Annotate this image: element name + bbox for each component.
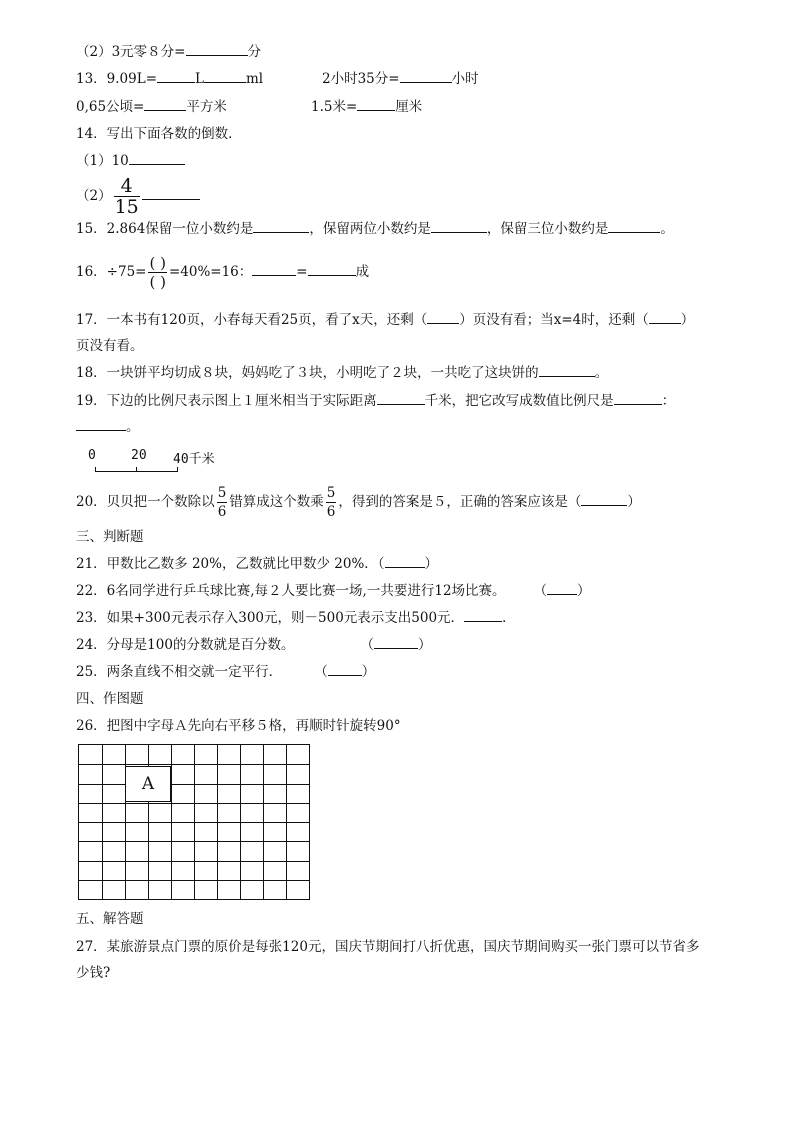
fraction-denominator: 6: [217, 504, 227, 520]
q16-text: =: [296, 264, 308, 280]
q13-text: 2小时35分=: [322, 71, 400, 87]
q13-line1-left: [76, 68, 263, 89]
q20-text: 20．贝贝把一个数除以: [76, 494, 215, 510]
unit-label: 厘米: [395, 99, 423, 115]
q27-line2: 少钱?: [76, 965, 111, 981]
answer-blank[interactable]: [253, 218, 309, 233]
fraction-denominator: 6: [326, 504, 336, 520]
q21-text: ）: [424, 556, 439, 572]
fraction-5-6: [217, 484, 228, 521]
answer-blank[interactable]: [547, 580, 577, 595]
scale-bar: [85, 448, 225, 478]
q18: [76, 362, 608, 383]
q25: [76, 661, 375, 682]
q23-text: ．: [502, 610, 516, 626]
q15-text: 15．2.864保留一位小数约是: [76, 221, 254, 237]
q13-text: 13．9.09L=: [76, 71, 158, 87]
q13-text: 1.5米=: [311, 99, 358, 115]
fraction-5-6: [326, 484, 337, 521]
q14-part1-text: （1）10: [76, 153, 129, 169]
answer-blank[interactable]: [144, 96, 186, 111]
answer-blank[interactable]: [374, 634, 418, 649]
q19-line1: [76, 390, 675, 411]
q18-text: 。: [594, 365, 609, 381]
q16-text: 16．÷75=: [76, 264, 147, 280]
answer-blank[interactable]: [129, 150, 185, 165]
drawing-grid[interactable]: [78, 744, 310, 900]
answer-blank[interactable]: [400, 68, 452, 83]
q16-text: =40%=16：: [168, 264, 253, 280]
q19-line2: [76, 416, 140, 437]
q17-text: ）页没有看；当x=4时，还剩（: [459, 312, 649, 328]
q24-text: （: [360, 637, 374, 653]
q24-text: 24．分母是100的分数就是百分数。: [76, 637, 295, 653]
grid-line-horizontal: [79, 861, 309, 862]
grid-line-horizontal: [79, 822, 309, 823]
unit-label: 平方米: [186, 99, 227, 115]
answer-blank[interactable]: [581, 491, 627, 506]
grid-line-horizontal: [79, 880, 309, 881]
q24-text: ）: [417, 637, 432, 653]
scale-label-40: 40千米: [173, 452, 215, 467]
q18-text: 18．一块饼平均切成８块，妈妈吃了３块，小明吃了２块，一共吃了这块饼的: [76, 365, 539, 381]
grid-line-horizontal: [79, 764, 309, 765]
unit-label: 小时: [451, 71, 479, 87]
answer-blank[interactable]: [328, 661, 362, 676]
q19-text: 19．下边的比例尺表示图上１厘米相当于实际距离: [76, 393, 377, 409]
answer-blank[interactable]: [431, 218, 487, 233]
answer-blank[interactable]: [308, 261, 356, 276]
q23: [76, 607, 516, 628]
q20-text: ，得到的答案是５，正确的答案应该是（: [338, 494, 582, 510]
answer-blank[interactable]: [464, 607, 502, 622]
q12-part2-text: （2）3元零８分=: [76, 44, 186, 60]
q15: [76, 218, 674, 239]
q24: [76, 634, 431, 655]
q16: [76, 250, 369, 294]
q14-title: 14．写出下面各数的倒数．: [76, 126, 242, 142]
q12-part2: [76, 41, 261, 62]
q13-line1-right: [322, 68, 479, 89]
section-title-drawing: 四、作图题: [76, 691, 144, 707]
scale-tick: [95, 467, 96, 472]
answer-blank[interactable]: [357, 96, 395, 111]
q21: [76, 553, 438, 574]
q23-text: 23．如果+300元表示存入300元，则－500元表示支出500元．: [76, 610, 465, 626]
q22: [76, 580, 591, 601]
q14-part1: [76, 150, 185, 171]
q21-text: 21．甲数比乙数多 20%，乙数就比甲数少 20%．（: [76, 556, 385, 572]
scale-tick: [177, 467, 178, 472]
q17-line1: [76, 309, 694, 330]
answer-blank[interactable]: [427, 309, 459, 324]
scale-label-20: 20: [131, 448, 147, 463]
q20: [76, 482, 641, 522]
answer-blank[interactable]: [608, 218, 660, 233]
answer-blank[interactable]: [142, 185, 200, 200]
grid-line-horizontal: [79, 803, 309, 804]
unit-label: ml: [245, 71, 264, 87]
q26: 26．把图中字母Ａ先向右平移５格，再顺时针旋转90°: [76, 718, 401, 734]
fraction-denominator: 15: [114, 196, 139, 218]
grid-line-horizontal: [79, 784, 309, 785]
q22-text: （: [533, 583, 548, 599]
q13-text: 0,65公顷=: [76, 99, 145, 115]
fraction-4-15: [114, 176, 140, 217]
q14-part2: [76, 176, 200, 217]
q25-text: 25．两条直线不相交就一定平行．: [76, 664, 283, 680]
answer-blank[interactable]: [252, 261, 296, 276]
q22-text: 22．6名同学进行乒乓球比赛,每２人要比赛一场,一共要进行12场比赛。: [76, 583, 506, 599]
q15-text: 。: [660, 221, 674, 237]
fraction-numerator: 5: [326, 485, 336, 501]
q13-line2-right: [311, 96, 422, 117]
answer-blank[interactable]: [204, 68, 246, 83]
answer-blank[interactable]: [186, 41, 248, 56]
q15-text: ，保留两位小数约是: [309, 221, 431, 237]
q13-line2-left: [76, 96, 227, 117]
answer-blank[interactable]: [157, 68, 195, 83]
fraction-numerator: 5: [217, 485, 227, 501]
answer-blank[interactable]: [76, 416, 126, 431]
fraction-numerator: 4: [114, 176, 140, 197]
q20-text: 错算成这个数乘: [229, 494, 324, 510]
scale-label-0: 0: [88, 448, 96, 463]
q19-text: 。: [126, 419, 140, 435]
grid-letter-a: A: [125, 766, 171, 802]
unit-label: 分: [247, 44, 261, 60]
section-title-solve: 五、解答题: [76, 911, 144, 927]
answer-blank[interactable]: [385, 553, 425, 568]
q19-text: ：: [661, 393, 676, 409]
unit-label: L: [195, 71, 204, 87]
q15-text: ，保留三位小数约是: [486, 221, 609, 237]
fraction-blank[interactable]: [148, 254, 166, 291]
q27-line1: 27．某旅游景点门票的原价是每张120元，国庆节期间打八折优惠，国庆节期间购买一张门票可以节省多: [76, 939, 700, 955]
q17-text: 17．一本书有120页，小春每天看25页，看了x天，还剩（: [76, 312, 428, 328]
q25-text: （: [314, 664, 328, 680]
q16-text: 成: [355, 264, 370, 280]
fraction-numerator: ( ): [149, 254, 166, 272]
q25-text: ）: [361, 664, 376, 680]
q17-line2: 页没有看。: [76, 338, 144, 354]
answer-blank[interactable]: [377, 390, 425, 405]
answer-blank[interactable]: [539, 362, 595, 377]
q14-part2-text: （2）: [76, 188, 112, 204]
q19-text: 千米，把它改写成数值比例尺是: [424, 393, 614, 409]
q20-text: ）: [627, 494, 641, 510]
answer-blank[interactable]: [649, 309, 681, 324]
q22-text: ）: [577, 583, 591, 599]
grid-line-horizontal: [79, 841, 309, 842]
answer-blank[interactable]: [614, 390, 662, 405]
scale-tick: [136, 467, 137, 472]
section-title-judgement: 三、判断题: [76, 529, 144, 545]
q17-text: ）: [680, 312, 695, 328]
fraction-denominator: ( ): [149, 273, 166, 291]
